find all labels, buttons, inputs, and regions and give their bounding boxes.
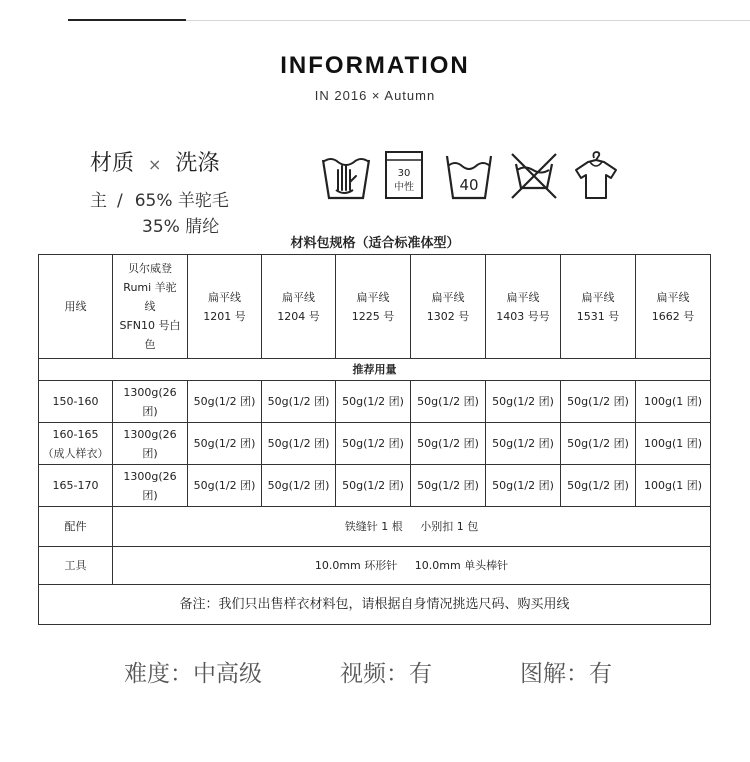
material-composition-1: 65% 羊驼毛	[134, 191, 229, 211]
recommended-usage-label: 推荐用量	[39, 359, 711, 381]
yarn-number: 1302 号	[426, 309, 470, 323]
section-row	[39, 359, 711, 381]
yarn-type: 扁平线	[581, 290, 615, 304]
material-heading-left: 材质	[90, 151, 135, 176]
amount-cell: 50g(1/2 团)	[561, 381, 636, 423]
tools-value: 10.0mm 环形针 10.0mm 单头棒针	[113, 547, 711, 585]
amount-cell: 100g(1 团)	[636, 465, 711, 507]
main-amount-line: 1300g(26	[123, 385, 177, 399]
amount-cell: 50g(1/2 团)	[486, 381, 561, 423]
header-yarn-cell	[336, 255, 411, 359]
wash-temp-label: 中性	[394, 182, 414, 193]
amount-cell: 50g(1/2 团)	[262, 465, 336, 507]
table-caption: 材料包规格（适合标准体型）	[290, 236, 460, 251]
table-row	[39, 423, 711, 465]
amount-cell: 50g(1/2 团)	[411, 465, 486, 507]
amount-cell: 100g(1 团)	[636, 381, 711, 423]
yarn-number: 1225 号	[351, 309, 395, 323]
amount-cell: 50g(1/2 团)	[561, 423, 636, 465]
size-cell	[39, 381, 113, 423]
amount-cell: 50g(1/2 团)	[262, 423, 336, 465]
diagram-text: 图解：有	[520, 661, 612, 687]
header-yarn-cell	[188, 255, 262, 359]
material-composition-2: 35% 腈纶	[142, 217, 220, 237]
amount-cell: 50g(1/2 团)	[561, 465, 636, 507]
yarn-type: 扁平线	[431, 290, 465, 304]
amount-cell: 50g(1/2 团)	[262, 381, 336, 423]
hang-dry-icon	[572, 148, 620, 202]
table-header-row	[39, 255, 711, 359]
video-text: 视频：有	[340, 661, 432, 687]
size-cell	[39, 423, 113, 465]
header-yarn-cell	[636, 255, 711, 359]
amount-cell: 50g(1/2 团)	[486, 465, 561, 507]
do-not-bleach-icon	[508, 148, 560, 202]
material-heading-x: ×	[148, 155, 162, 174]
header-main-yarn	[113, 255, 188, 359]
size-line: 160-165	[52, 427, 99, 441]
amount-cell: 50g(1/2 团)	[188, 381, 262, 423]
main-amount-cell	[113, 465, 188, 507]
main-amount-cell	[113, 381, 188, 423]
water-temp-value: 40	[459, 176, 479, 194]
size-line: （成人样衣）	[42, 446, 109, 460]
header-divider	[186, 20, 750, 21]
wash-temp-value: 30	[397, 168, 411, 179]
main-amount-line: 团)	[142, 488, 158, 502]
yarn-type: 扁平线	[656, 290, 690, 304]
header-main-yarn-line: 贝尔威登	[128, 262, 172, 275]
table-row	[39, 465, 711, 507]
yarn-type: 扁平线	[208, 290, 241, 304]
note-row	[39, 585, 711, 625]
size-cell	[39, 465, 113, 507]
amount-cell: 50g(1/2 团)	[336, 423, 411, 465]
material-slash: /	[117, 191, 123, 211]
tools-row	[39, 547, 711, 585]
yarn-type: 扁平线	[282, 290, 315, 304]
table-row	[39, 381, 711, 423]
yarn-number: 1204 号	[277, 309, 320, 323]
wash-temperature-icon	[384, 148, 424, 202]
page-title: INFORMATION	[280, 52, 470, 79]
header-yarn-cell	[561, 255, 636, 359]
header-yarn-label: 用线	[39, 255, 113, 359]
material-heading	[90, 146, 219, 177]
header-yarn-cell	[486, 255, 561, 359]
main-amount-line: 1300g(26	[123, 469, 177, 483]
amount-cell: 100g(1 团)	[636, 423, 711, 465]
header-yarn-cell	[262, 255, 336, 359]
material-spec-table	[38, 254, 711, 625]
main-amount-cell	[113, 423, 188, 465]
header-yarn-cell	[411, 255, 486, 359]
difficulty-text: 难度：中高级	[124, 661, 262, 687]
amount-cell: 50g(1/2 团)	[188, 423, 262, 465]
yarn-number: 1662 号	[651, 309, 695, 323]
main-amount-line: 团)	[142, 446, 158, 460]
accessories-value: 铁缝针 1 根 小别扣 1 包	[113, 507, 711, 547]
material-line-1	[90, 186, 229, 211]
amount-cell: 50g(1/2 团)	[336, 465, 411, 507]
size-line: 165-170	[52, 479, 99, 492]
material-heading-right: 洗涤	[175, 151, 220, 176]
amount-cell: 50g(1/2 团)	[411, 423, 486, 465]
tools-label: 工具	[39, 547, 113, 585]
header-main-yarn-line: SFN10 号白	[119, 319, 181, 332]
yarn-number: 1531 号	[576, 309, 620, 323]
accessories-label: 配件	[39, 507, 113, 547]
header-accent-line	[68, 19, 186, 21]
yarn-number: 1201 号	[203, 309, 246, 323]
yarn-type: 扁平线	[506, 290, 540, 304]
note-text: 备注：我们只出售样衣材料包，请根据自身情况挑选尺码、购买用线	[39, 585, 711, 625]
amount-cell: 50g(1/2 团)	[411, 381, 486, 423]
header-main-yarn-line: 色	[144, 338, 156, 351]
amount-cell: 50g(1/2 团)	[486, 423, 561, 465]
main-amount-line: 1300g(26	[123, 427, 177, 441]
amount-cell: 50g(1/2 团)	[188, 465, 262, 507]
yarn-type: 扁平线	[356, 290, 390, 304]
yarn-number: 1403 号号	[496, 309, 550, 323]
header-main-yarn-line: 线	[144, 300, 156, 313]
main-amount-line: 团)	[142, 404, 158, 418]
hand-wash-icon	[320, 148, 372, 202]
size-line: 150-160	[52, 395, 99, 408]
header-main-yarn-line: Rumi 羊驼	[123, 281, 177, 294]
amount-cell: 50g(1/2 团)	[336, 381, 411, 423]
water-temperature-icon	[444, 148, 494, 202]
material-main-label: 主	[90, 191, 107, 211]
page-subtitle: IN 2016 × Autumn	[314, 88, 436, 103]
accessories-row	[39, 507, 711, 547]
